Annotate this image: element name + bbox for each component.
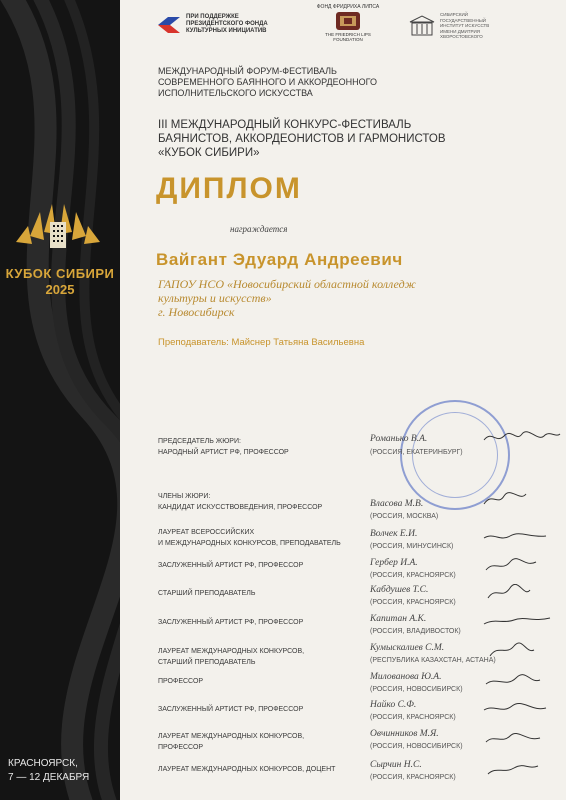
recipient-organization bbox=[158, 277, 416, 319]
jury-members-heading: ЧЛЕНЫ ЖЮРИ: bbox=[158, 493, 211, 500]
jury-member-role: ЛАУРЕАТ МЕЖДУНАРОДНЫХ КОНКУРСОВ, ДОЦЕНТ bbox=[158, 766, 336, 773]
member-signature-icon bbox=[480, 556, 552, 574]
forum-line-2: СОВРЕМЕННОГО БАЯННОГО И АККОРДЕОННОГО bbox=[158, 77, 377, 87]
lips-bottom-text-1: THE FRIEDRICH LIPS bbox=[325, 32, 371, 37]
member-signature-icon bbox=[480, 700, 552, 718]
jury-member-role: ЛАУРЕАТ ВСЕРОССИЙСКИХ bbox=[158, 529, 255, 536]
jury-member-role: ЛАУРЕАТ МЕЖДУНАРОДНЫХ КОНКУРСОВ, bbox=[158, 733, 305, 740]
member-signature-icon bbox=[480, 760, 552, 778]
jury-member-role: КАНДИДАТ ИСКУССТВОВЕДЕНИЯ, ПРОФЕССОР bbox=[158, 504, 323, 511]
institute-building-icon bbox=[408, 14, 436, 38]
jury-chair-role: НАРОДНЫЙ АРТИСТ РФ, ПРОФЕССОР bbox=[158, 449, 289, 456]
jury-member-role: ЗАСЛУЖЕННЫЙ АРТИСТ РФ, ПРОФЕССОР bbox=[158, 562, 304, 569]
diploma-title: ДИПЛОМ bbox=[156, 172, 302, 205]
jury-member-place: (РОССИЯ, ВЛАДИВОСТОК) bbox=[370, 628, 461, 635]
jury-member-place: (РОССИЯ, КРАСНОЯРСК) bbox=[370, 774, 456, 781]
contest-heading bbox=[158, 118, 446, 160]
forum-line-3: ИСПОЛНИТЕЛЬСКОГО ИСКУССТВА bbox=[158, 88, 313, 98]
member-signature-icon bbox=[480, 612, 552, 630]
forum-heading bbox=[158, 66, 377, 99]
member-signature-icon bbox=[480, 730, 552, 748]
jury-chair-name: Романько В.А. bbox=[370, 434, 428, 444]
org-line-3: г. Новосибирск bbox=[158, 305, 235, 319]
jury-chair-place: (РОССИЯ, ЕКАТЕРИНБУРГ) bbox=[370, 449, 463, 456]
jury-member-role: ЗАСЛУЖЕННЫЙ АРТИСТ РФ, ПРОФЕССОР bbox=[158, 706, 304, 713]
lips-foundation-logo bbox=[308, 4, 388, 42]
jury-member-name: Кабдушев Т.С. bbox=[370, 585, 429, 595]
inst-line-1: СИБИРСКИЙ bbox=[440, 12, 468, 17]
jury-member-role: ЗАСЛУЖЕННЫЙ АРТИСТ РФ, ПРОФЕССОР bbox=[158, 619, 304, 626]
inst-line-2: ГОСУДАРСТВЕННЫЙ bbox=[440, 17, 487, 23]
jury-member-place: (РОССИЯ, МОСКВА) bbox=[370, 513, 439, 520]
jury-member-place: (РОССИЯ, НОВОСИБИРСК) bbox=[370, 686, 463, 693]
jury-member-place: (РОССИЯ, КРАСНОЯРСК) bbox=[370, 572, 456, 579]
forum-line-1: МЕЖДУНАРОДНЫЙ ФОРУМ-ФЕСТИВАЛЬ bbox=[158, 66, 337, 76]
teacher-line: Преподаватель: Майснер Татьяна Васильевна bbox=[158, 337, 365, 348]
siberian-institute-logo bbox=[408, 12, 489, 40]
member-signature-icon bbox=[480, 528, 552, 546]
fund-line-3: КУЛЬТУРНЫХ ИНИЦИАТИВ bbox=[186, 28, 267, 34]
accordion-crown-logo-icon bbox=[10, 196, 106, 266]
jury-chair-heading: ПРЕДСЕДАТЕЛЬ ЖЮРИ: bbox=[158, 438, 241, 445]
sidebar-year: 2025 bbox=[45, 282, 75, 297]
inst-line-5: ХВОРОСТОВСКОГО bbox=[440, 34, 483, 39]
wave-pattern-decoration bbox=[0, 0, 120, 800]
inst-line-4: ИМЕНИ ДМИТРИЯ bbox=[440, 28, 480, 34]
fund-line-2: ПРЕЗИДЕНТСКОГО ФОНДА bbox=[186, 21, 268, 27]
fund-line-1: ПРИ ПОДДЕРЖКЕ bbox=[186, 14, 239, 20]
jury-member-place: (РОССИЯ, КРАСНОЯРСК) bbox=[370, 714, 456, 721]
member-signature-icon bbox=[480, 490, 552, 508]
jury-member-name: Капитан А.К. bbox=[370, 614, 427, 624]
jury-member-role-2: ПРОФЕССОР bbox=[158, 744, 204, 751]
jury-member-role: СТАРШИЙ ПРЕПОДАВАТЕЛЬ bbox=[158, 590, 256, 597]
jury-member-place: (РОССИЯ, КРАСНОЯРСК) bbox=[370, 599, 456, 606]
jury-member-name: Власова М.В. bbox=[370, 499, 424, 509]
jury-member-place: (РОССИЯ, МИНУСИНСК) bbox=[370, 543, 454, 550]
jury-member-name: Найко С.Ф. bbox=[370, 700, 417, 710]
jury-member-place: (РОССИЯ, НОВОСИБИРСК) bbox=[370, 743, 463, 750]
lips-foundation-emblem-icon bbox=[333, 10, 363, 32]
jury-member-name: Овчинников М.Я. bbox=[370, 729, 439, 739]
jury-member-name: Кумыскалиев С.М. bbox=[370, 643, 445, 653]
sidebar-panel bbox=[0, 0, 120, 800]
contest-line-2: БАЯНИСТОВ, АККОРДЕОНИСТОВ И ГАРМОНИСТОВ bbox=[158, 133, 446, 145]
member-signature-icon bbox=[480, 584, 552, 602]
org-line-2: культуры и искусств» bbox=[158, 291, 272, 305]
sidebar-title: КУБОК СИБИРИ bbox=[5, 266, 115, 281]
org-line-1: ГАПОУ НСО «Новосибирский областной колледж bbox=[158, 277, 416, 291]
jury-member-role-2: И МЕЖДУНАРОДНЫХ КОНКУРСОВ, ПРЕПОДАВАТЕЛЬ bbox=[158, 540, 341, 547]
inst-line-3: ИНСТИТУТ ИСКУССТВ bbox=[440, 23, 490, 28]
lips-top-text: ФОНД ФРИДРИХА ЛИПСА bbox=[316, 4, 380, 10]
sidebar-city: КРАСНОЯРСК, bbox=[8, 758, 78, 769]
jury-member-name: Милованова Ю.А. bbox=[370, 672, 442, 682]
jury-member-role-2: СТАРШИЙ ПРЕПОДАВАТЕЛЬ bbox=[158, 659, 256, 666]
contest-line-3: «КУБОК СИБИРИ» bbox=[158, 147, 260, 159]
jury-member-role: ПРОФЕССОР bbox=[158, 678, 204, 685]
diploma-content bbox=[120, 0, 566, 800]
jury-member-name: Сырчин Н.С. bbox=[370, 760, 422, 770]
presidential-fund-logo bbox=[156, 14, 268, 35]
chair-signature-icon bbox=[482, 428, 562, 446]
member-signature-icon bbox=[480, 642, 552, 660]
presidential-fund-icon bbox=[156, 16, 182, 34]
awarded-label: награждается bbox=[230, 224, 288, 234]
jury-member-place: (РЕСПУБЛИКА КАЗАХСТАН, АСТАНА) bbox=[370, 657, 496, 664]
jury-member-name: Волчек Е.И. bbox=[370, 529, 418, 539]
recipient-name: Вайгант Эдуард Андреевич bbox=[156, 250, 403, 269]
jury-member-role: ЛАУРЕАТ МЕЖДУНАРОДНЫХ КОНКУРСОВ, bbox=[158, 648, 305, 655]
lips-bottom-text-2: FOUNDATION bbox=[333, 37, 363, 42]
sidebar-dates: 7 — 12 ДЕКАБРЯ bbox=[8, 772, 90, 783]
jury-member-name: Гербер И.А. bbox=[370, 558, 418, 568]
member-signature-icon bbox=[480, 672, 552, 690]
contest-line-1: III МЕЖДУНАРОДНЫЙ КОНКУРС-ФЕСТИВАЛЬ bbox=[158, 119, 412, 131]
